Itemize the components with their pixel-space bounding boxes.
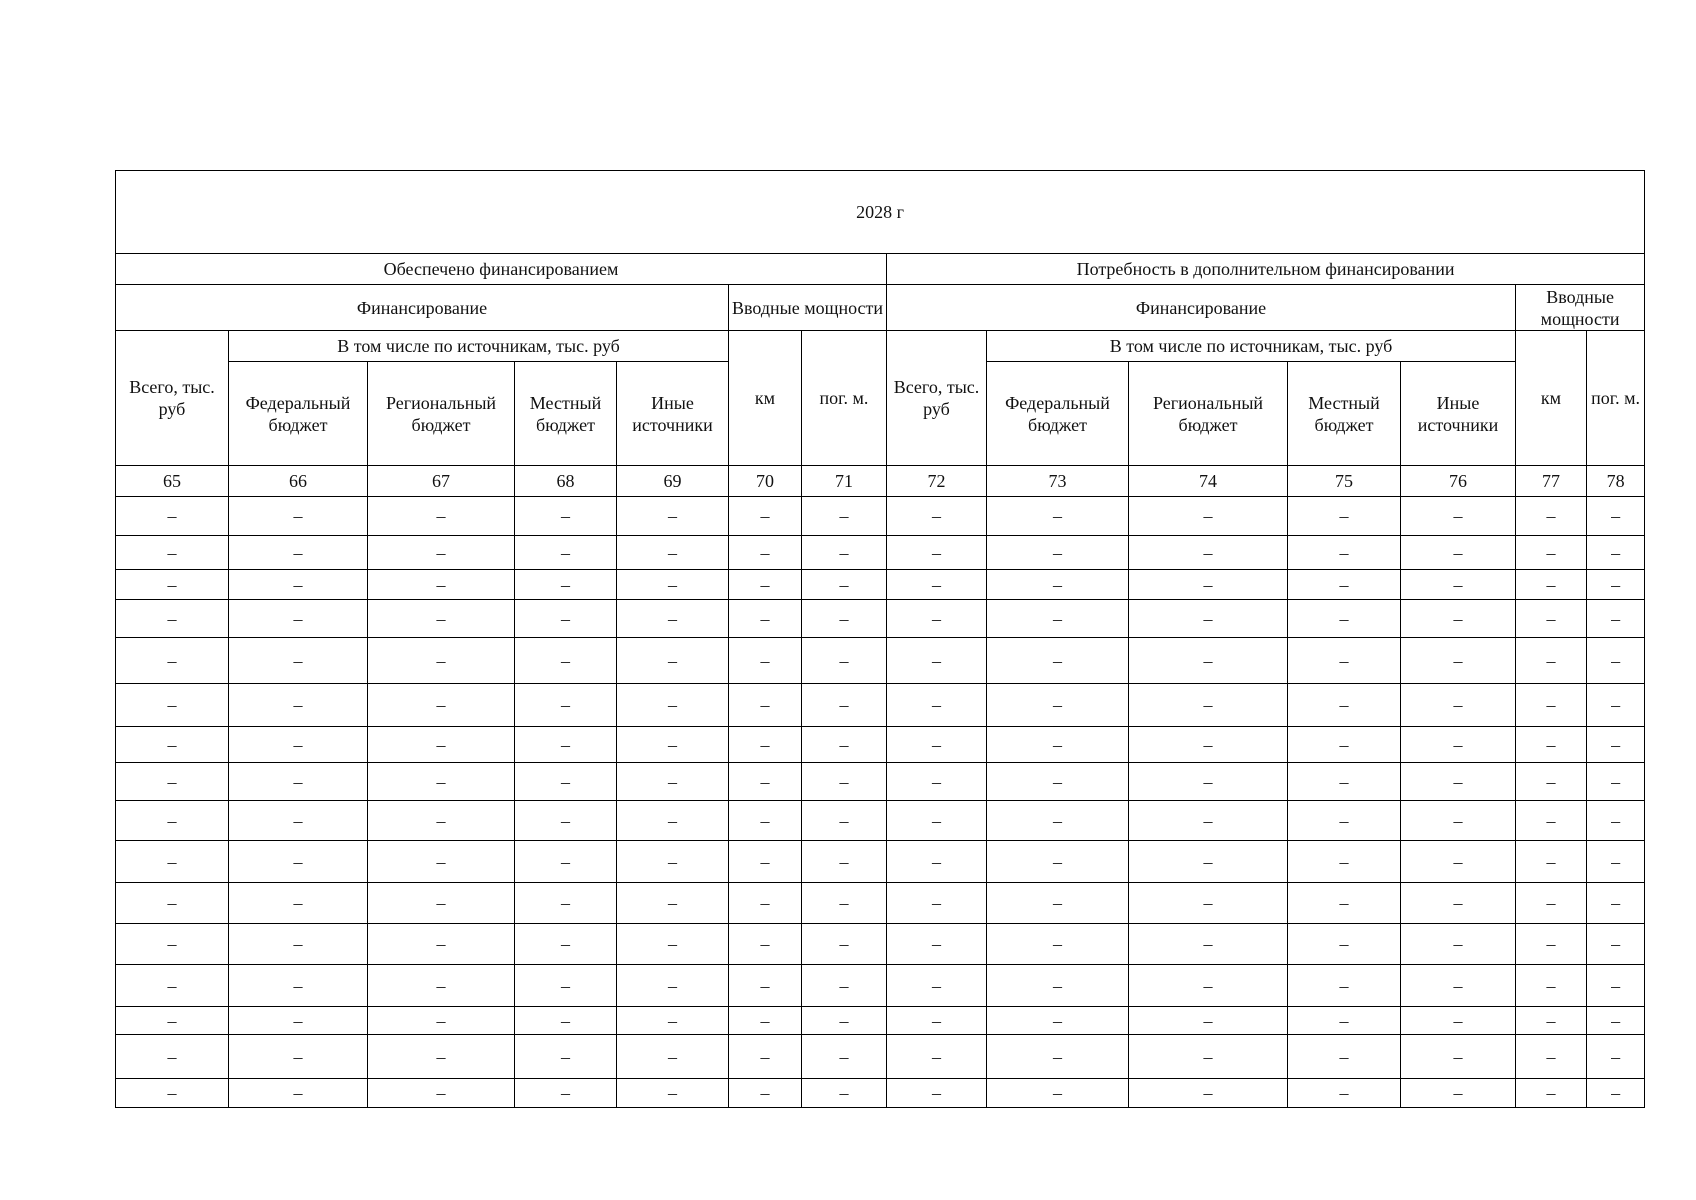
table-cell: – <box>802 763 887 801</box>
table-cell: – <box>802 883 887 924</box>
column-number: 70 <box>729 466 802 497</box>
table-cell: – <box>515 600 617 638</box>
table-cell: – <box>368 497 515 536</box>
table-cell: – <box>229 684 368 727</box>
table-cell: – <box>1129 1007 1288 1035</box>
column-number-row <box>116 466 1645 497</box>
table-cell: – <box>617 638 729 684</box>
table-cell: – <box>617 536 729 570</box>
table-cell: – <box>116 1007 229 1035</box>
table-row <box>116 924 1645 965</box>
table-cell: – <box>1129 684 1288 727</box>
table-cell: – <box>515 1035 617 1079</box>
table-cell: – <box>617 841 729 883</box>
table-cell: – <box>1587 1035 1645 1079</box>
table-cell: – <box>368 727 515 763</box>
local-header-additional: Местный бюджет <box>1288 362 1401 466</box>
table-cell: – <box>1288 684 1401 727</box>
table-cell: – <box>116 638 229 684</box>
table-cell: – <box>229 497 368 536</box>
table-row <box>116 684 1645 727</box>
year-header: 2028 г <box>116 171 1645 254</box>
table-cell: – <box>515 1079 617 1108</box>
table-cell: – <box>1401 1007 1516 1035</box>
table-cell: – <box>1516 727 1587 763</box>
table-cell: – <box>229 841 368 883</box>
table-cell: – <box>116 763 229 801</box>
table-cell: – <box>887 570 987 600</box>
table-cell: – <box>515 536 617 570</box>
table-cell: – <box>116 883 229 924</box>
table-cell: – <box>887 1035 987 1079</box>
table-cell: – <box>229 924 368 965</box>
table-cell: – <box>1516 1035 1587 1079</box>
table-cell: – <box>987 570 1129 600</box>
table-cell: – <box>1587 1079 1645 1108</box>
table-cell: – <box>802 924 887 965</box>
table-cell: – <box>887 841 987 883</box>
table-row <box>116 727 1645 763</box>
financing-header-additional: Финансирование <box>887 285 1516 331</box>
table-cell: – <box>617 570 729 600</box>
table-cell: – <box>1587 570 1645 600</box>
table-cell: – <box>1288 924 1401 965</box>
other-header-secured: Иные источники <box>617 362 729 466</box>
table-row <box>116 965 1645 1007</box>
km-header-additional: км <box>1516 331 1587 466</box>
table-cell: – <box>887 684 987 727</box>
table-cell: – <box>887 965 987 1007</box>
table-cell: – <box>987 924 1129 965</box>
table-cell: – <box>116 965 229 1007</box>
table-cell: – <box>515 883 617 924</box>
pog-m-header-additional: пог. м. <box>1587 331 1645 466</box>
section-additional-header: Потребность в дополнительном финансировании <box>887 254 1645 285</box>
financing-header-secured: Финансирование <box>116 285 729 331</box>
table-cell: – <box>729 763 802 801</box>
column-number: 71 <box>802 466 887 497</box>
column-number: 78 <box>1587 466 1645 497</box>
table-cell: – <box>887 536 987 570</box>
table-cell: – <box>1587 763 1645 801</box>
table-cell: – <box>729 841 802 883</box>
table-cell: – <box>1401 801 1516 841</box>
local-header-secured: Местный бюджет <box>515 362 617 466</box>
column-number: 65 <box>116 466 229 497</box>
column-number: 68 <box>515 466 617 497</box>
table-cell: – <box>1288 965 1401 1007</box>
table-cell: – <box>1516 924 1587 965</box>
table-cell: – <box>729 638 802 684</box>
table-cell: – <box>1129 801 1288 841</box>
table-cell: – <box>229 570 368 600</box>
table-row <box>116 536 1645 570</box>
table-row <box>116 801 1645 841</box>
table-row <box>116 570 1645 600</box>
table-cell: – <box>1516 965 1587 1007</box>
table-cell: – <box>1587 1007 1645 1035</box>
federal-header-secured: Федеральный бюджет <box>229 362 368 466</box>
table-row <box>116 638 1645 684</box>
table-cell: – <box>1401 684 1516 727</box>
table-cell: – <box>1288 638 1401 684</box>
table-cell: – <box>617 1079 729 1108</box>
table-cell: – <box>116 600 229 638</box>
table-cell: – <box>617 763 729 801</box>
table-cell: – <box>368 1035 515 1079</box>
table-cell: – <box>887 763 987 801</box>
table-cell: – <box>987 1007 1129 1035</box>
table-cell: – <box>987 497 1129 536</box>
table-cell: – <box>1587 600 1645 638</box>
table-row <box>116 841 1645 883</box>
table-cell: – <box>368 600 515 638</box>
table-cell: – <box>515 965 617 1007</box>
table-cell: – <box>116 497 229 536</box>
table-cell: – <box>229 638 368 684</box>
table-cell: – <box>617 1007 729 1035</box>
table-cell: – <box>1587 924 1645 965</box>
table-cell: – <box>987 883 1129 924</box>
table-cell: – <box>229 883 368 924</box>
table-cell: – <box>368 841 515 883</box>
table-cell: – <box>617 727 729 763</box>
table-cell: – <box>729 600 802 638</box>
column-number: 66 <box>229 466 368 497</box>
column-number: 73 <box>987 466 1129 497</box>
table-cell: – <box>1401 1079 1516 1108</box>
table-cell: – <box>1516 536 1587 570</box>
table-cell: – <box>1516 763 1587 801</box>
table-cell: – <box>1129 536 1288 570</box>
column-number: 76 <box>1401 466 1516 497</box>
table-cell: – <box>1401 965 1516 1007</box>
table-cell: – <box>1401 727 1516 763</box>
table-cell: – <box>1288 727 1401 763</box>
table-cell: – <box>515 841 617 883</box>
table-cell: – <box>229 536 368 570</box>
table-cell: – <box>729 1007 802 1035</box>
table-cell: – <box>116 570 229 600</box>
table-cell: – <box>729 924 802 965</box>
table-cell: – <box>116 727 229 763</box>
table-cell: – <box>729 497 802 536</box>
table-cell: – <box>617 684 729 727</box>
table-cell: – <box>1401 497 1516 536</box>
table-cell: – <box>1587 497 1645 536</box>
table-cell: – <box>515 638 617 684</box>
table-cell: – <box>987 1035 1129 1079</box>
table-cell: – <box>1288 1035 1401 1079</box>
table-cell: – <box>1516 883 1587 924</box>
table-cell: – <box>1288 883 1401 924</box>
table-cell: – <box>729 570 802 600</box>
table-cell: – <box>368 801 515 841</box>
sources-header-additional: В том числе по источникам, тыс. руб <box>987 331 1516 362</box>
column-number: 77 <box>1516 466 1587 497</box>
financing-table <box>115 170 1645 1108</box>
table-cell: – <box>116 1035 229 1079</box>
table-cell: – <box>116 684 229 727</box>
table-cell: – <box>368 883 515 924</box>
table-cell: – <box>1587 684 1645 727</box>
table-cell: – <box>1587 965 1645 1007</box>
table-cell: – <box>116 924 229 965</box>
column-number: 72 <box>887 466 987 497</box>
table-cell: – <box>1129 570 1288 600</box>
table-cell: – <box>1401 883 1516 924</box>
table-cell: – <box>1516 570 1587 600</box>
table-cell: – <box>515 801 617 841</box>
sources-header-secured: В том числе по источникам, тыс. руб <box>229 331 729 362</box>
table-cell: – <box>116 536 229 570</box>
column-number: 67 <box>368 466 515 497</box>
table-cell: – <box>887 801 987 841</box>
table-cell: – <box>368 1007 515 1035</box>
table-cell: – <box>1288 536 1401 570</box>
table-cell: – <box>987 684 1129 727</box>
table-cell: – <box>729 1035 802 1079</box>
table-cell: – <box>515 763 617 801</box>
table-cell: – <box>368 570 515 600</box>
table-cell: – <box>1516 684 1587 727</box>
table-cell: – <box>802 1035 887 1079</box>
total-header-secured: Всего, тыс. руб <box>116 331 229 466</box>
table-cell: – <box>729 536 802 570</box>
federal-header-additional: Федеральный бюджет <box>987 362 1129 466</box>
table-cell: – <box>1129 924 1288 965</box>
table-cell: – <box>617 883 729 924</box>
table-cell: – <box>229 763 368 801</box>
table-cell: – <box>1516 841 1587 883</box>
table-cell: – <box>1288 497 1401 536</box>
table-cell: – <box>1288 600 1401 638</box>
table-cell: – <box>729 684 802 727</box>
table-cell: – <box>515 727 617 763</box>
table-cell: – <box>515 924 617 965</box>
table-cell: – <box>1288 570 1401 600</box>
table-cell: – <box>887 924 987 965</box>
table-cell: – <box>116 1079 229 1108</box>
table-cell: – <box>1516 497 1587 536</box>
table-cell: – <box>802 1007 887 1035</box>
table-cell: – <box>1401 638 1516 684</box>
column-number: 74 <box>1129 466 1288 497</box>
table-cell: – <box>1587 801 1645 841</box>
table-cell: – <box>987 536 1129 570</box>
column-number: 75 <box>1288 466 1401 497</box>
table-cell: – <box>368 965 515 1007</box>
table-cell: – <box>802 536 887 570</box>
table-cell: – <box>229 801 368 841</box>
table-cell: – <box>1129 841 1288 883</box>
table-cell: – <box>987 763 1129 801</box>
table-cell: – <box>229 600 368 638</box>
table-cell: – <box>1129 497 1288 536</box>
table-cell: – <box>802 497 887 536</box>
table-cell: – <box>1288 1007 1401 1035</box>
section-secured-header: Обеспечено финансированием <box>116 254 887 285</box>
table-cell: – <box>1129 638 1288 684</box>
table-cell: – <box>987 638 1129 684</box>
table-row <box>116 600 1645 638</box>
table-cell: – <box>515 570 617 600</box>
table-cell: – <box>1401 570 1516 600</box>
table-cell: – <box>617 924 729 965</box>
table-cell: – <box>987 727 1129 763</box>
table-cell: – <box>368 536 515 570</box>
table-cell: – <box>729 883 802 924</box>
table-cell: – <box>1401 763 1516 801</box>
table-cell: – <box>229 727 368 763</box>
table-cell: – <box>1129 883 1288 924</box>
table-cell: – <box>987 965 1129 1007</box>
table-cell: – <box>368 684 515 727</box>
table-cell: – <box>1516 1079 1587 1108</box>
table-cell: – <box>1516 600 1587 638</box>
table-cell: – <box>515 1007 617 1035</box>
table-cell: – <box>1401 924 1516 965</box>
table-cell: – <box>1288 841 1401 883</box>
table-row <box>116 763 1645 801</box>
table-cell: – <box>116 841 229 883</box>
regional-header-secured: Региональный бюджет <box>368 362 515 466</box>
table-cell: – <box>617 497 729 536</box>
table-cell: – <box>617 1035 729 1079</box>
table-cell: – <box>1288 1079 1401 1108</box>
table-cell: – <box>1129 965 1288 1007</box>
table-cell: – <box>1129 1079 1288 1108</box>
table-cell: – <box>617 801 729 841</box>
table-cell: – <box>1288 763 1401 801</box>
table-cell: – <box>229 1035 368 1079</box>
table-cell: – <box>802 727 887 763</box>
column-number: 69 <box>617 466 729 497</box>
table-cell: – <box>729 1079 802 1108</box>
table-cell: – <box>887 883 987 924</box>
table-cell: – <box>887 638 987 684</box>
table-cell: – <box>368 1079 515 1108</box>
pog-m-header-secured: пог. м. <box>802 331 887 466</box>
table-cell: – <box>729 727 802 763</box>
table-cell: – <box>1401 536 1516 570</box>
table-cell: – <box>1516 801 1587 841</box>
table-cell: – <box>368 763 515 801</box>
table-cell: – <box>802 684 887 727</box>
table-cell: – <box>987 841 1129 883</box>
regional-header-additional: Региональный бюджет <box>1129 362 1288 466</box>
table-row <box>116 497 1645 536</box>
table-cell: – <box>1587 883 1645 924</box>
table-cell: – <box>887 1007 987 1035</box>
table-cell: – <box>1587 841 1645 883</box>
table-cell: – <box>1401 841 1516 883</box>
table-cell: – <box>1288 801 1401 841</box>
table-cell: – <box>229 1007 368 1035</box>
table-cell: – <box>368 638 515 684</box>
other-header-additional: Иные источники <box>1401 362 1516 466</box>
total-header-additional: Всего, тыс. руб <box>887 331 987 466</box>
table-cell: – <box>887 727 987 763</box>
table-row <box>116 1007 1645 1035</box>
capacity-header-secured: Вводные мощности <box>729 285 887 331</box>
table-row <box>116 883 1645 924</box>
table-row <box>116 1035 1645 1079</box>
table-cell: – <box>1401 1035 1516 1079</box>
table-cell: – <box>802 600 887 638</box>
table-cell: – <box>987 1079 1129 1108</box>
table-cell: – <box>887 600 987 638</box>
table-cell: – <box>116 801 229 841</box>
table-cell: – <box>802 965 887 1007</box>
capacity-header-additional: Вводные мощности <box>1516 285 1645 331</box>
table-cell: – <box>1129 727 1288 763</box>
table-cell: – <box>729 965 802 1007</box>
table-cell: – <box>802 1079 887 1108</box>
table-cell: – <box>802 570 887 600</box>
km-header-secured: км <box>729 331 802 466</box>
table-cell: – <box>1516 1007 1587 1035</box>
table-cell: – <box>617 965 729 1007</box>
table-row <box>116 1079 1645 1108</box>
table-cell: – <box>229 1079 368 1108</box>
table-cell: – <box>229 965 368 1007</box>
table-cell: – <box>987 801 1129 841</box>
table-cell: – <box>802 638 887 684</box>
table-cell: – <box>987 600 1129 638</box>
table-cell: – <box>1587 536 1645 570</box>
table-cell: – <box>1129 1035 1288 1079</box>
table-cell: – <box>802 801 887 841</box>
table-cell: – <box>887 1079 987 1108</box>
table-cell: – <box>1401 600 1516 638</box>
table-cell: – <box>515 497 617 536</box>
table-cell: – <box>802 841 887 883</box>
table-cell: – <box>1587 727 1645 763</box>
table-cell: – <box>515 684 617 727</box>
table-cell: – <box>1129 600 1288 638</box>
table-cell: – <box>1516 638 1587 684</box>
table-cell: – <box>617 600 729 638</box>
table-cell: – <box>368 924 515 965</box>
table-cell: – <box>887 497 987 536</box>
table-cell: – <box>729 801 802 841</box>
table-cell: – <box>1587 638 1645 684</box>
table-cell: – <box>1129 763 1288 801</box>
